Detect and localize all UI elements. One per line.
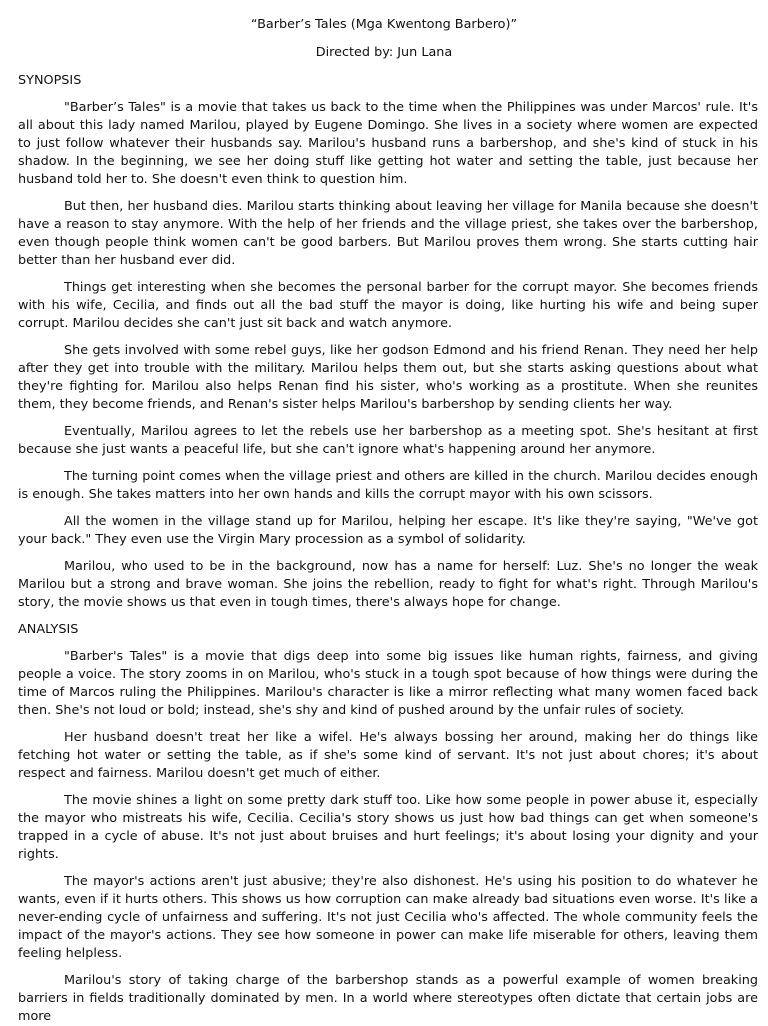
paragraph: Eventually, Marilou agrees to let the rebels use her barbershop as a meeting spot. She's hesitant at first because she just wants a peaceful life, but she can't ignore what's happening around her anymore. (18, 424, 758, 457)
paragraph: The mayor's actions aren't just abusive; they're also dishonest. He's using his position to do whatever he wants, even if it hurts others. This shows us how corruption can make already bad situations even worse. It's like a never-ending cycle of unfairness and suffering. It's not just Cecilia who's affected. The whole community feels the impact of the mayor's actions. They see how someone in power can make life miserable for others, leaving them feeling helpless. (18, 874, 758, 961)
document-title: “Barber’s Tales (Mga Kwentong Barbero)” (250, 17, 518, 32)
paragraph: She gets involved with some rebel guys, like her godson Edmond and his friend Renan. They need her help after they get into trouble with the military. Marilou helps them out, but she starts asking questions about what they're fighting for. Marilou also helps Renan find his sister, who's working as a prostitute. When she reunites them, they become friends, and Renan's sister helps Marilou's barbershop by sending clients her way. (18, 343, 758, 412)
paragraph: Marilou, who used to be in the background, now has a name for herself: Luz. She's no longer the weak Marilou but a strong and brave woman. She joins the rebellion, ready to fight for what's right. Through Marilou's story, the movie shows us that even in tough times, there's always hope for change. (18, 559, 758, 610)
section-heading-synopsis: SYNOPSIS (18, 73, 82, 88)
director-credit: Directed by: Jun Lana (315, 45, 453, 60)
analysis-section (18, 621, 758, 1026)
paragraph: The turning point comes when the village priest and others are killed in the church. Marilou decides enough is enough. She takes matters into her own hands and kills the corrupt mayor with his own scissors. (18, 469, 758, 502)
paragraph: "Barber’s Tales" is a movie that takes us back to the time when the Philippines was under Marcos' rule. It's all about this lady named Marilou, played by Eugene Domingo. She lives in a society where women are expected to just follow whatever their husbands say. Marilou's husband runs a barbershop, and she's kind of stuck in his shadow. In the beginning, we see her doing stuff like getting hot water and setting the table, just because her husband told her to. She doesn't even think to question him. (18, 100, 758, 187)
paragraph: The movie shines a light on some pretty dark stuff too. Like how some people in power abuse it, especially the mayor who mistreats his wife, Cecilia. Cecilia's story shows us just how bad things can get when someone's trapped in a cycle of abuse. It's not just about bruises and hurt feelings; it's about losing your dignity and your rights. (18, 793, 758, 862)
paragraph: Her husband doesn't treat her like a wifel. He's always bossing her around, making her do things like fetching hot water or setting the table, as if she's some kind of servant. It's not just about chores; it's about respect and fairness. Marilou doesn't get much of either. (18, 730, 758, 781)
section-heading-analysis: ANALYSIS (18, 622, 79, 637)
paragraph: All the women in the village stand up for Marilou, helping her escape. It's like they're saying, "We've got your back." They even use the Virgin Mary procession as a symbol of solidarity. (18, 514, 758, 547)
paragraph: Marilou's story of taking charge of the barbershop stands as a powerful example of women breaking barriers in fields traditionally dominated by men. In a world where stereotypes often dictate that certain jobs are more (18, 973, 758, 1024)
paragraph: Things get interesting when she becomes the personal barber for the corrupt mayor. She becomes friends with his wife, Cecilia, and finds out all the bad stuff the mayor is doing, like hurting his wife and being super corrupt. Marilou decides she can't just sit back and watch anymore. (18, 280, 758, 331)
paragraph: But then, her husband dies. Marilou starts thinking about leaving her village for Manila because she doesn't have a reason to stay anymore. With the help of her friends and the village priest, she takes over the barbershop, even though people think women can't be good barbers. But Marilou proves them wrong. She starts cutting hair better than her husband ever did. (18, 199, 758, 268)
paragraph: "Barber's Tales" is a movie that digs deep into some big issues like human rights, fairness, and giving people a voice. The story zooms in on Marilou, who's stuck in a tough spot because of how things were during the time of Marcos ruling the Philippines. Marilou's character is like a mirror reflecting what many women faced back then. She's not loud or bold; instead, she's shy and kind of pushed around by the unfair rules of society. (18, 649, 758, 718)
synopsis-section (18, 72, 758, 612)
